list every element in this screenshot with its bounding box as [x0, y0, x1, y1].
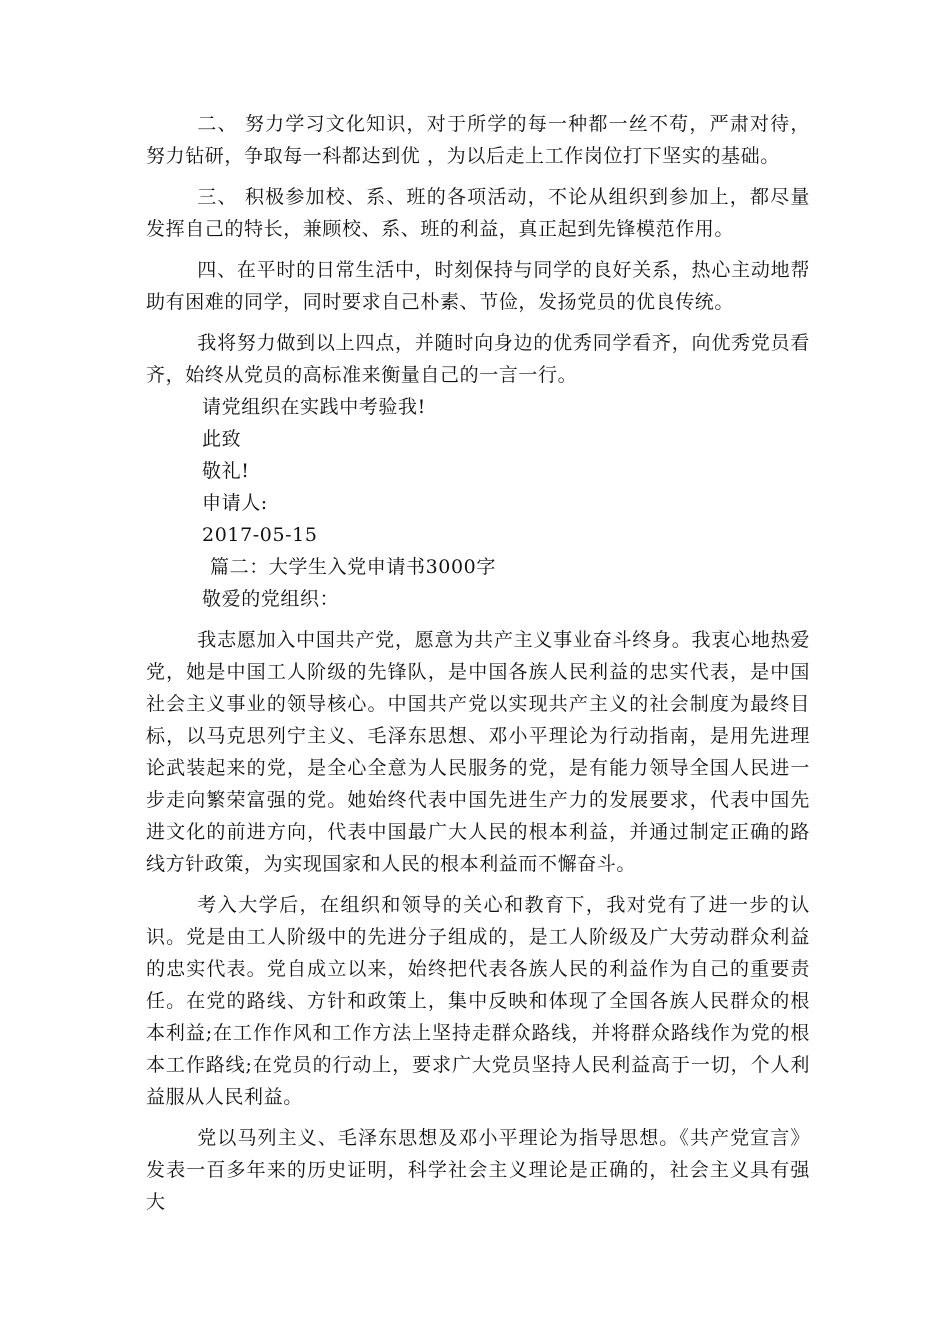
document-body: [146, 108, 810, 1218]
closing-ci-zhi: 此致: [202, 428, 242, 450]
paragraph-commitment: 我将努力做到以上四点，并随时向身边的优秀同学看齐，向优秀党员看齐，始终从党员的高标准来衡量自己的一言一行。: [146, 332, 810, 386]
paragraph-point-two: 二、 努力学习文化知识，对于所学的每一种都一丝不苟，严肃对待，努力钻研，争取每一科都达到优 ，为以后走上工作岗位打下坚实的基础。: [146, 113, 810, 167]
paragraph-body-one: 我志愿加入中国共产党，愿意为共产主义事业奋斗终身。我衷心地热爱党，她是中国工人阶级的先锋队，是中国各族人民利益的忠实代表，是中国社会主义事业的领导核心。中国共产党以实现共产主义的社会制度为最终目标，以马克思列宁主义、毛泽东思想、邓小平理论为行动指南，是用先进理论武装起来的党，是全心全意为人民服务的党，是有能力领导全国人民进一步走向繁荣富强的党。她始终代表中国先进生产力的发展要求，代表中国先进文化的前进方向，代表中国最广大人民的根本利益，并通过制定正确的路线方针政策，为实现国家和人民的根本利益而不懈奋斗。: [146, 629, 810, 875]
salutation: 敬爱的党组织：: [202, 588, 340, 610]
section-title: 篇二：大学生入党申请书3000字: [210, 556, 496, 578]
closing-applicant: 申请人:: [202, 492, 268, 514]
closing-date: 2017-05-15: [202, 524, 318, 546]
paragraph-body-two: 考入大学后，在组织和领导的关心和教育下，我对党有了进一步的认识。党是由工人阶级中的先进分子组成的，是工人阶级及广大劳动群众利益的忠实代表。党自成立以来，始终把代表各族人民的利益作为自己的重要责任。在党的路线、方针和政策上，集中反映和体现了全国各族人民群众的根本利益;在工作作风和工作方法上坚持走群众路线，并将群众路线作为党的根本工作路线;在党员的行动上，要求广大党员坚持人民利益高于一切，个人利益服从人民利益。: [146, 894, 810, 1108]
closing-jing-li: 敬礼!: [202, 460, 250, 482]
paragraph-point-three: 三、 积极参加校、系、班的各项活动，不论从组织到参加上，都尽量发挥自己的特长，兼顾校、系、班的利益，真正起到先锋模范作用。: [146, 186, 810, 240]
paragraph-body-three: 党以马列主义、毛泽东思想及邓小平理论为指导思想。《共产党宣言》发表一百多年来的历史证明，科学社会主义理论是正确的，社会主义具有强大: [146, 1127, 810, 1213]
closing-test-me: 请党组织在实践中考验我!: [202, 396, 426, 418]
paragraph-point-four: 四、在平时的日常生活中，时刻保持与同学的良好关系，热心主动地帮助有困难的同学，同时要求自己朴素、节俭，发扬党员的优良传统。: [146, 259, 810, 313]
